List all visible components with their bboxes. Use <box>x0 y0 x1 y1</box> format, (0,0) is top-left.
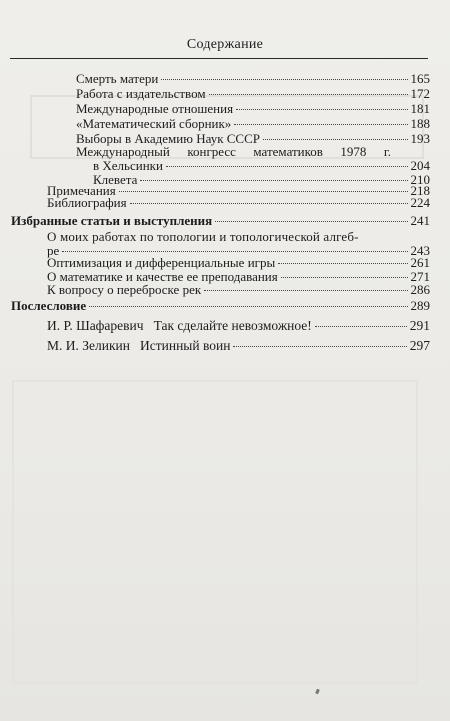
running-head: Содержание <box>186 37 264 52</box>
leader-dots <box>278 262 407 264</box>
entry-word: математиков <box>253 144 323 159</box>
leader-dots <box>234 123 407 125</box>
entry-page: 243 <box>410 243 430 258</box>
section-title: Избранные статьи и выступления <box>11 213 213 228</box>
entry-page: 218 <box>410 183 430 198</box>
leader-dots <box>209 93 408 95</box>
leader-dots <box>215 220 407 222</box>
entry-title-line2: ре <box>47 243 60 258</box>
entry-title: «Математический сборник» <box>76 116 232 131</box>
entry-page: 210 <box>410 172 430 187</box>
entry-word: 1978 <box>340 144 367 159</box>
entry-title: Работа с издательством <box>76 86 206 101</box>
leader-dots <box>204 289 407 291</box>
entry-title: Клевета <box>93 172 138 187</box>
toc-entry <box>47 196 430 210</box>
section-page: 241 <box>410 213 430 228</box>
toc-section <box>11 214 430 228</box>
leader-dots <box>140 179 407 181</box>
section-title: Послесловие <box>11 298 87 313</box>
entry-title: Смерть матери <box>76 71 159 86</box>
entry-page: 291 <box>409 318 430 333</box>
entry-page: 165 <box>410 71 430 86</box>
toc-entry <box>47 256 430 270</box>
entry-title-line2: в Хельсинки <box>93 158 163 173</box>
entry-title-line1: О моих работах по топологии и топологической алгеб- <box>47 229 359 244</box>
entry-page: 261 <box>410 255 430 270</box>
leader-dots <box>89 305 407 307</box>
toc-entry <box>76 102 430 116</box>
leader-dots <box>62 250 407 252</box>
entry-page: 224 <box>410 195 430 210</box>
entry-page: 204 <box>410 158 430 173</box>
leader-dots <box>119 190 408 192</box>
toc-entry <box>47 319 430 333</box>
entry-title: Примечания <box>47 183 116 198</box>
section-page: 289 <box>410 298 430 313</box>
leader-dots <box>263 138 407 140</box>
toc-entry <box>93 159 430 173</box>
entry-title: Оптимизация и дифференциальные игры <box>47 255 276 270</box>
entry-word: конгресс <box>187 144 236 159</box>
entry-page: 172 <box>410 86 430 101</box>
entry-page: 193 <box>410 131 430 146</box>
toc-entry <box>76 117 430 131</box>
leader-dots <box>236 108 407 110</box>
leader-dots <box>166 165 408 167</box>
toc-entry <box>76 87 430 101</box>
entry-word: г. <box>383 144 391 159</box>
leader-dots <box>161 78 407 80</box>
leader-dots <box>315 325 407 327</box>
entry-author: И. Р. Шафаревич <box>47 318 144 333</box>
entry-author: М. И. Зеликин <box>47 338 130 353</box>
entry-page: 181 <box>410 101 430 116</box>
entry-title: К вопросу о переброске рек <box>47 282 202 297</box>
show-through-frame-lower <box>12 380 418 684</box>
header-rule <box>10 58 428 59</box>
entry-title: Выборы в Академию Наук СССР <box>76 131 261 146</box>
entry-title: Библиография <box>47 195 127 210</box>
leader-dots <box>233 345 406 347</box>
toc-entry <box>47 283 430 297</box>
toc-entry <box>76 72 430 86</box>
entry-page: 271 <box>410 269 430 284</box>
toc-entry <box>47 339 430 353</box>
entry-title: Так сделайте невозможное! <box>153 318 312 333</box>
entry-page: 286 <box>410 282 430 297</box>
leader-dots <box>130 202 408 204</box>
entry-title: Международные отношения <box>76 101 234 116</box>
entry-page: 297 <box>409 338 430 353</box>
leader-dots <box>281 276 408 278</box>
paper-speck <box>315 689 320 695</box>
toc-section <box>11 299 430 313</box>
entry-word: Международный <box>76 144 170 159</box>
entry-title: О математике и качестве ее преподавания <box>47 269 278 284</box>
entry-page: 188 <box>410 116 430 131</box>
entry-title: Истинный воин <box>139 338 231 353</box>
